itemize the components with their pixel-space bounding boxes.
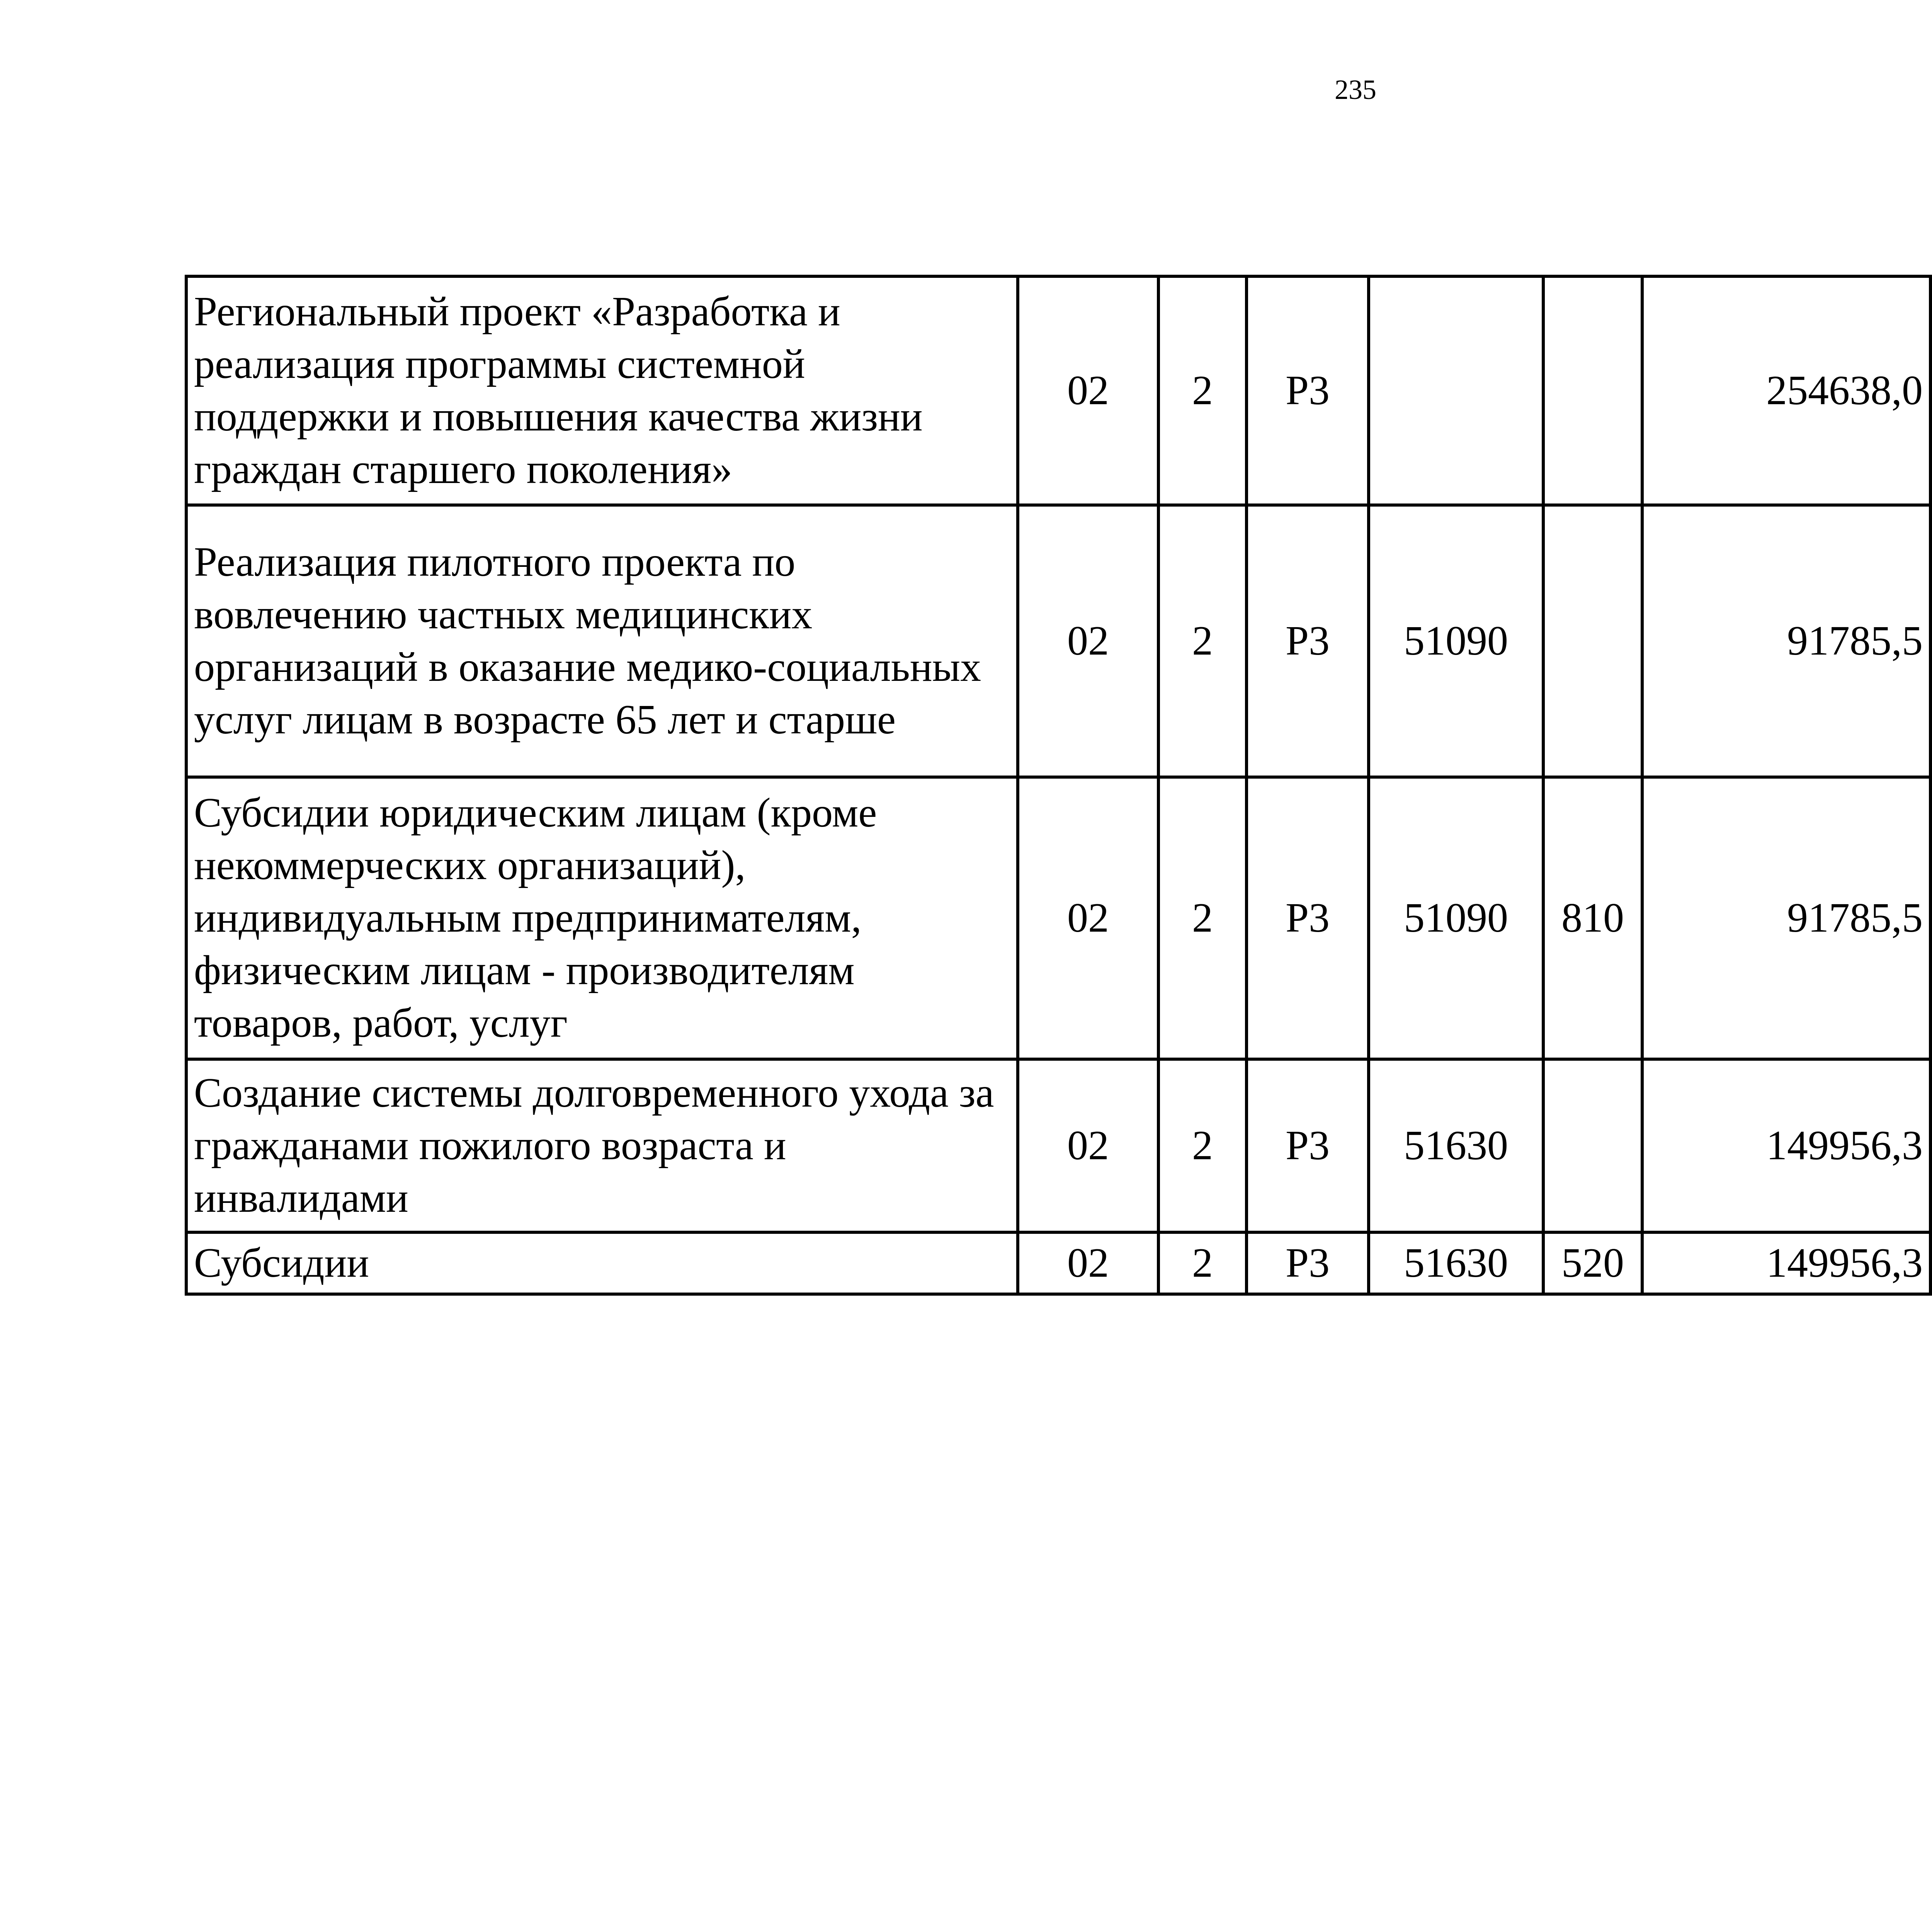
project-code: P3 xyxy=(1247,1232,1369,1294)
amount-year-2 xyxy=(1930,777,1932,1059)
amount-year-2 xyxy=(1930,1059,1932,1232)
amount-year-1: 91785,5 xyxy=(1642,505,1930,777)
section-code: 02 xyxy=(1018,1232,1158,1294)
project-code: P3 xyxy=(1247,276,1369,505)
row-name: Региональный проект «Разработка и реализация программы системной поддержки и повышения качества жизни граждан старшего поколения» xyxy=(186,276,1018,505)
expense-type-code xyxy=(1543,1059,1642,1232)
target-article-code: 51630 xyxy=(1369,1232,1543,1294)
expense-type-code xyxy=(1543,505,1642,777)
table-row xyxy=(186,505,1932,777)
table-row xyxy=(186,777,1932,1059)
amount-year-2 xyxy=(1930,276,1932,505)
amount-year-1: 254638,0 xyxy=(1642,276,1930,505)
subsection-code: 2 xyxy=(1158,505,1247,777)
page-number: 235 xyxy=(1335,74,1376,105)
amount-year-1: 91785,5 xyxy=(1642,777,1930,1059)
amount-year-1: 149956,3 xyxy=(1642,1059,1930,1232)
table-row xyxy=(186,1232,1932,1294)
project-code: P3 xyxy=(1247,505,1369,777)
row-name: Субсидии xyxy=(186,1232,1018,1294)
target-article-code xyxy=(1369,276,1543,505)
project-code: P3 xyxy=(1247,1059,1369,1232)
amount-year-2 xyxy=(1930,505,1932,777)
expense-type-code: 520 xyxy=(1543,1232,1642,1294)
subsection-code: 2 xyxy=(1158,1059,1247,1232)
section-code: 02 xyxy=(1018,777,1158,1059)
project-code: P3 xyxy=(1247,777,1369,1059)
section-code: 02 xyxy=(1018,276,1158,505)
row-name: Субсидии юридическим лицам (кроме некоммерческих организаций), индивидуальным предпринимателям, физическим лицам - производителям товаров, работ, услуг xyxy=(186,777,1018,1059)
budget-table xyxy=(185,275,1932,1296)
subsection-code: 2 xyxy=(1158,1232,1247,1294)
amount-year-2 xyxy=(1930,1232,1932,1294)
table-row xyxy=(186,1059,1932,1232)
subsection-code: 2 xyxy=(1158,777,1247,1059)
row-name: Создание системы долговременного ухода за гражданами пожилого возраста и инвалидами xyxy=(186,1059,1018,1232)
section-code: 02 xyxy=(1018,505,1158,777)
table-row xyxy=(186,276,1932,505)
target-article-code: 51090 xyxy=(1369,505,1543,777)
expense-type-code xyxy=(1543,276,1642,505)
section-code: 02 xyxy=(1018,1059,1158,1232)
expense-type-code: 810 xyxy=(1543,777,1642,1059)
subsection-code: 2 xyxy=(1158,276,1247,505)
target-article-code: 51090 xyxy=(1369,777,1543,1059)
row-name: Реализация пилотного проекта по вовлечению частных медицинских организаций в оказание медико-социальных услуг лицам в возрасте 65 лет и старше xyxy=(186,505,1018,777)
amount-year-1: 149956,3 xyxy=(1642,1232,1930,1294)
target-article-code: 51630 xyxy=(1369,1059,1543,1232)
